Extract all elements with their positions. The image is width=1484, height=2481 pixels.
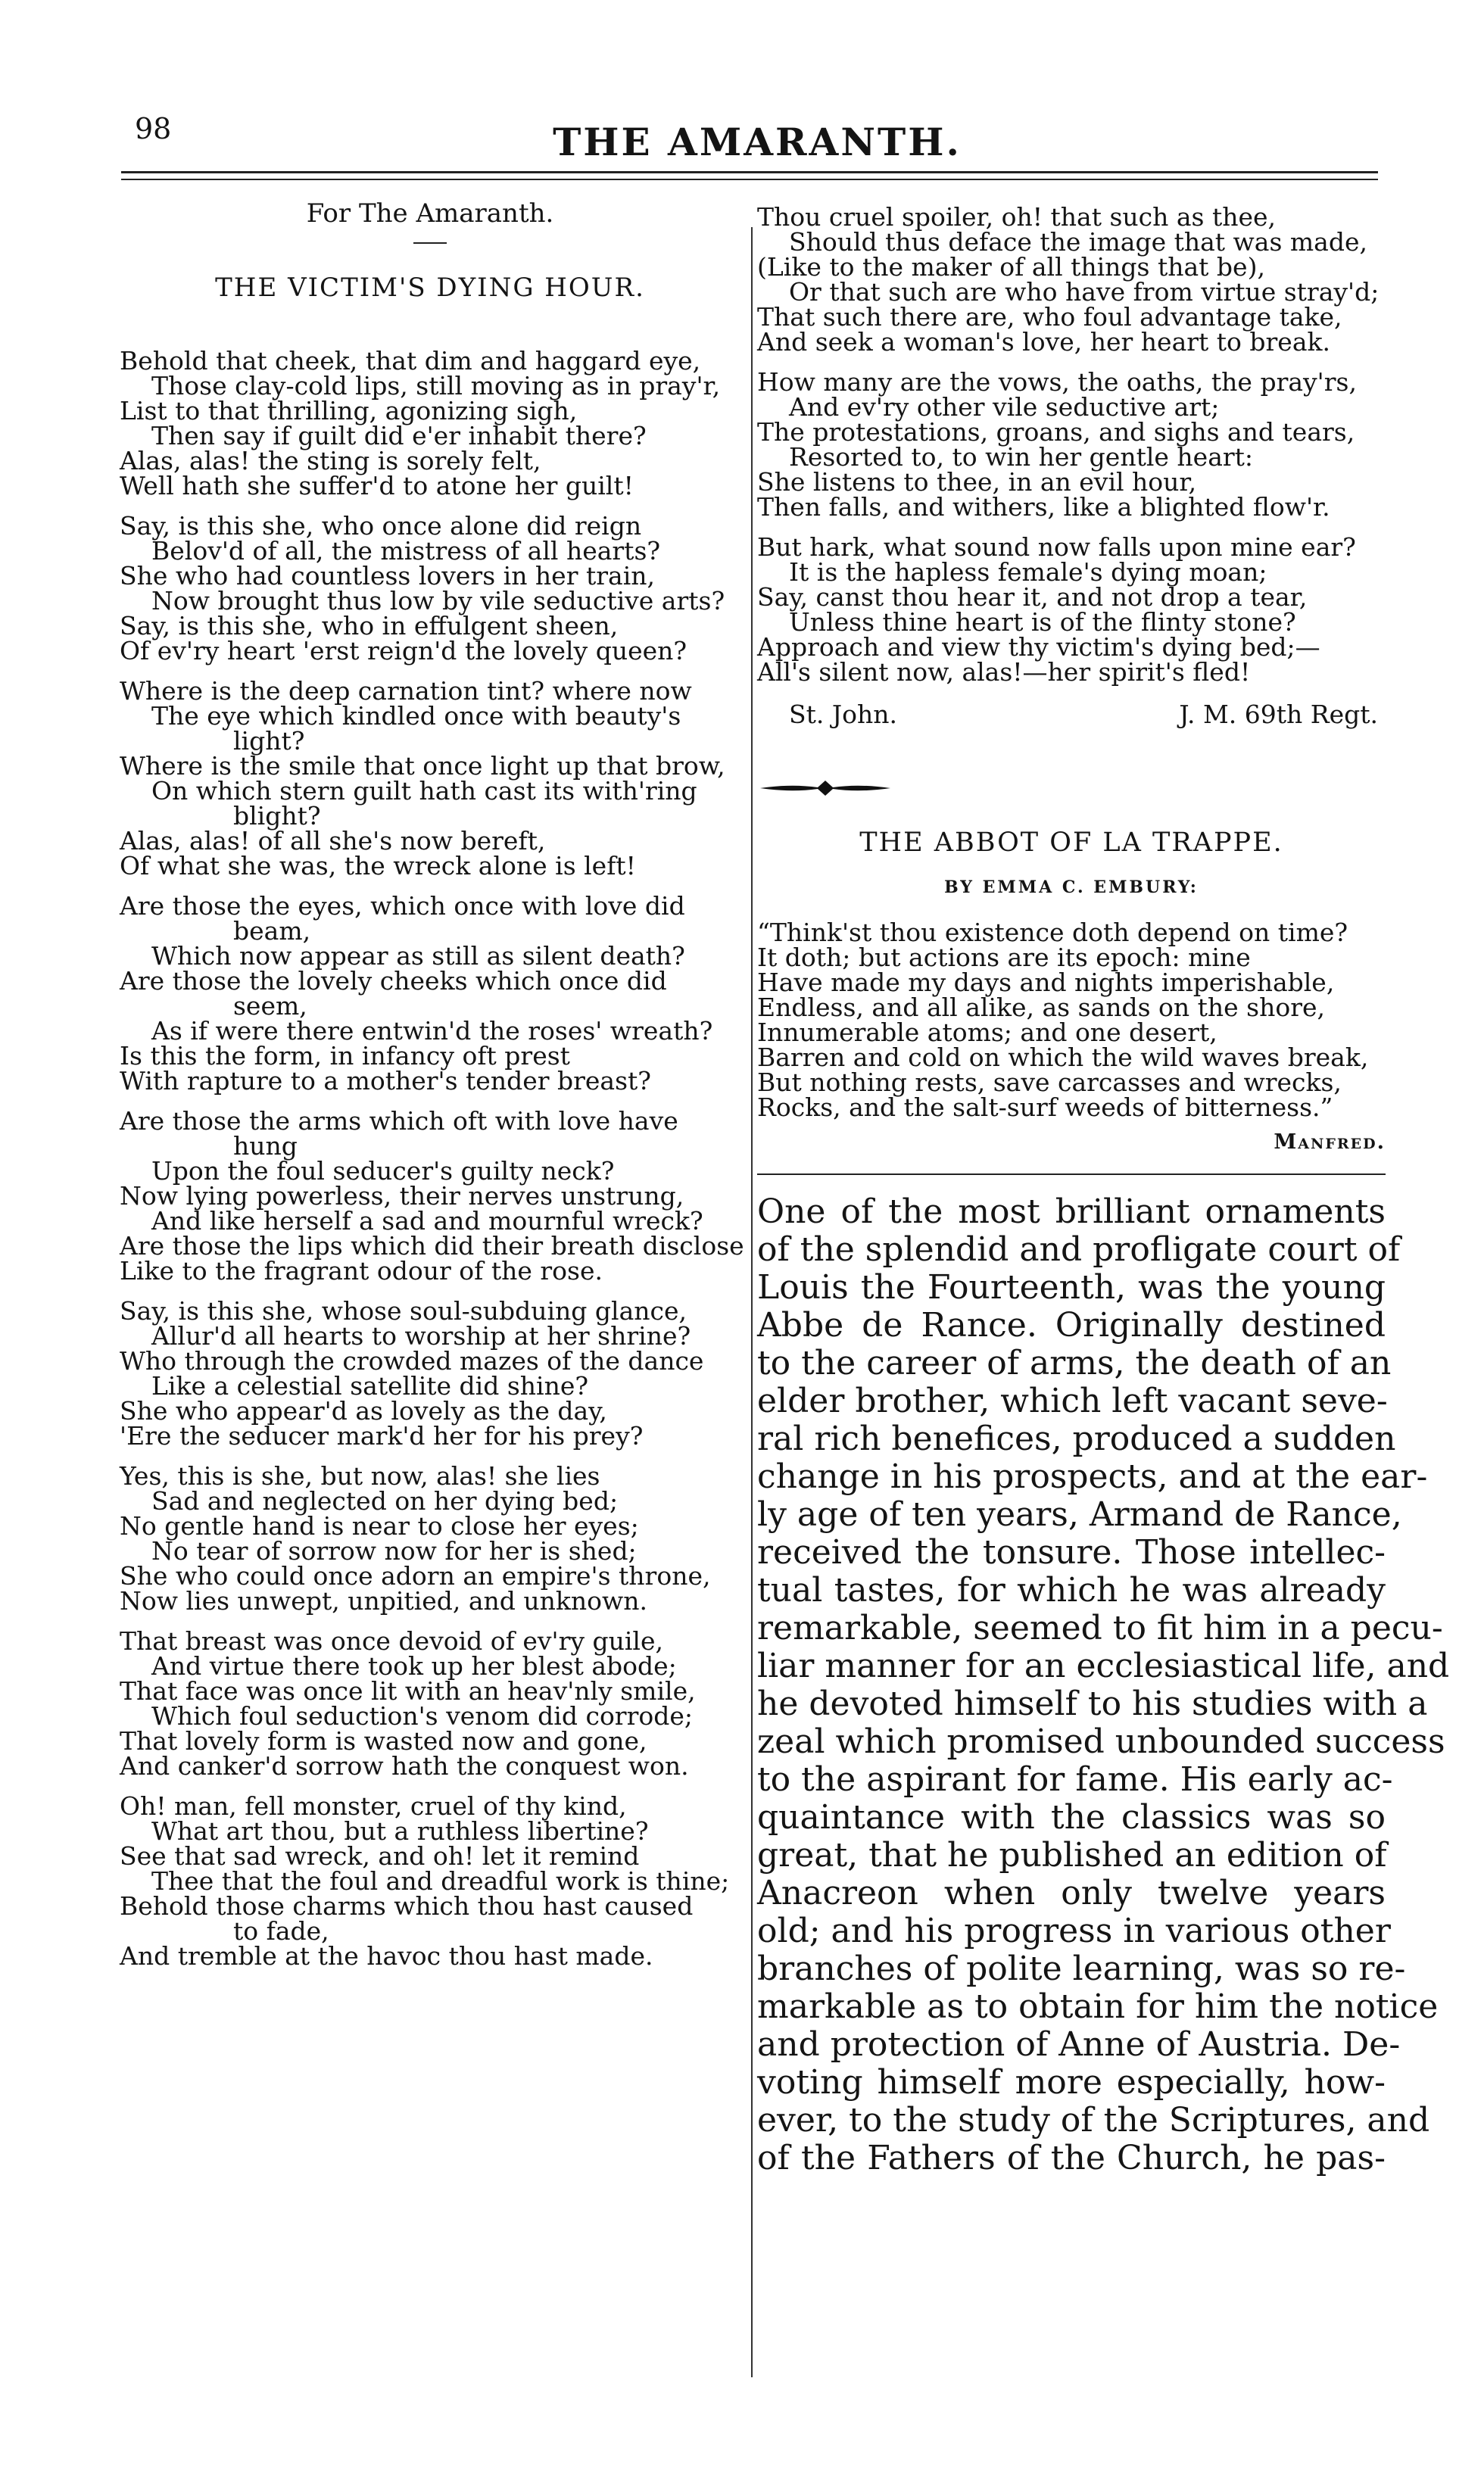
header-rule	[121, 171, 1378, 173]
poem-line: That lovely form is wasted now and gone,	[120, 1726, 647, 1756]
title-dash	[413, 242, 447, 244]
epigraph-line: Rocks, and the salt-surf weeds of bitterness.”	[757, 1092, 1333, 1122]
stanza	[120, 891, 740, 1096]
stanza	[120, 1626, 740, 1781]
prose-line: change in his prospects, and at the ear-	[757, 1457, 1428, 1496]
poem-line: Now brought thus low by vile seductive arts?	[151, 586, 725, 616]
poem-line: Where is the smile that once light up that brow,	[120, 751, 725, 781]
epigraph-line: Have made my days and nights imperishable,	[757, 968, 1335, 997]
poem-line: Resorted to, to win her gentle heart:	[789, 442, 1254, 472]
poem-line: Then say if guilt did e'er inhabit there?	[151, 421, 647, 450]
poem-body-continued	[757, 202, 1386, 687]
poem-line: light?	[233, 726, 305, 756]
poem-line: No gentle hand is near to close her eyes;	[120, 1511, 639, 1541]
prose-line: zeal which promised unbounded success	[757, 1722, 1445, 1761]
poem-line: Which foul seduction's venom did corrode;	[151, 1701, 693, 1731]
poem-title: THE VICTIM'S DYING HOUR.	[215, 273, 645, 303]
right-column	[757, 202, 1450, 2177]
stanza	[120, 676, 740, 881]
epigraph-line: Endless, and all alike, as sands on the shore,	[757, 993, 1326, 1022]
stanza	[120, 513, 740, 663]
poem-line: Approach and view thy victim's dying bed;—	[757, 632, 1320, 662]
poem-line: Are those the lovely cheeks which once did	[120, 966, 667, 996]
prose-line: tual tastes, for which he was already	[757, 1571, 1386, 1610]
poem-line: Belov'd of all, the mistress of all hearts?	[151, 536, 661, 566]
epigraph-line: “Think'st thou existence doth depend on time?	[757, 918, 1348, 947]
poem-line: It is the hapless female's dying moan;	[789, 557, 1267, 587]
signature-author: J. M. 69th Regt.	[1179, 700, 1378, 729]
poem-line: Are those the arms which oft with love have	[120, 1106, 678, 1136]
poem-line: Behold that cheek, that dim and haggard eye,	[120, 346, 701, 376]
poem-line: Say, is this she, whose soul-subduing glance,	[120, 1296, 687, 1326]
prose-line: Anacreon when only twelve years	[757, 1874, 1386, 1912]
poem-line: With rapture to a mother's tender breast?	[120, 1066, 651, 1096]
poem-line: Say, is this she, who in effulgent sheen,	[120, 611, 619, 641]
prose-line: voting himself more especially, how-	[757, 2063, 1386, 2102]
prose-line: One of the most brilliant ornaments	[757, 1192, 1386, 1231]
prose-line: to the aspirant for fame. His early ac-	[757, 1760, 1393, 1799]
poem-line: Now lying powerless, their nerves unstrung,	[120, 1181, 684, 1211]
stanza	[757, 367, 1386, 522]
page-number: 98	[135, 112, 172, 145]
poem-line: Oh! man, fell monster, cruel of thy kind,	[120, 1791, 627, 1821]
prose-line: great, that he published an edition of	[757, 1836, 1387, 1875]
epigraph	[757, 920, 1386, 1120]
prose-line: quaintance with the classics was so	[757, 1798, 1386, 1837]
poem-line: Now lies unwept, unpitied, and unknown.	[120, 1586, 647, 1616]
poem-line: 'Ere the seducer mark'd her for his prey?	[120, 1421, 644, 1451]
epigraph-line: Barren and cold on which the wild waves break,	[757, 1043, 1369, 1072]
poem-line: Are those the eyes, which once with love did	[120, 891, 685, 921]
prose-line: he devoted himself to his studies with a	[757, 1685, 1428, 1723]
poem-line: Is this the form, in infancy oft prest	[120, 1041, 570, 1071]
epigraph-line: Innumerable atoms; and one desert,	[757, 1018, 1217, 1047]
prose-line: branches of polite learning, was so re-	[757, 1950, 1406, 1988]
header-rule-lower	[121, 179, 1378, 180]
poem-line: Thou cruel spoiler, oh! that such as thee,	[757, 202, 1277, 232]
poem-line: Where is the deep carnation tint? where now	[120, 676, 692, 706]
article-byline: BY EMMA C. EMBURY:	[944, 877, 1199, 897]
poem-line: She who appear'd as lovely as the day,	[120, 1396, 607, 1426]
poem-line: As if were there entwin'd the roses' wreath?	[151, 1016, 713, 1046]
poem-line: Upon the foul seducer's guilty neck?	[151, 1156, 615, 1186]
prose-line: Louis the Fourteenth, was the young	[757, 1268, 1386, 1307]
prose-line: elder brother, which left vacant seve-	[757, 1382, 1388, 1420]
article-title: THE ABBOT OF LA TRAPPE.	[859, 828, 1283, 858]
prose-line: to the career of arms, the death of an	[757, 1344, 1392, 1382]
poem-line: No tear of sorrow now for her is shed;	[151, 1536, 637, 1566]
poem-signature	[789, 700, 1386, 729]
poem-body	[120, 346, 744, 1971]
poem-line: (Like to the maker of all things that be),	[757, 252, 1265, 282]
poem-line: And canker'd sorrow hath the conquest won.	[120, 1751, 689, 1781]
poem-line: Of what she was, the wreck alone is left!	[120, 851, 636, 881]
poem-line: Those clay-cold lips, still moving as in pray'r,	[151, 371, 721, 401]
prose-line: ral rich benefices, produced a sudden	[757, 1420, 1396, 1458]
poem-line: And ev'ry other vile seductive art;	[789, 392, 1220, 422]
poem-line: The protestations, groans, and sighs and tears,	[757, 417, 1355, 447]
poem-line: That such there are, who foul advantage take,	[757, 302, 1342, 332]
poem-line: And virtue there took up her blest abode;	[151, 1651, 677, 1681]
poem-line: And tremble at the havoc thou hast made.	[120, 1941, 653, 1971]
prose-line: and protection of Anne of Austria. De-	[757, 2025, 1401, 2064]
poem-line: Yes, this is she, but now, alas! she lies	[120, 1461, 600, 1491]
ornament-divider-icon	[757, 779, 893, 797]
poem-line: Unless thine heart is of the flinty stone?	[789, 607, 1296, 637]
poem-line: Should thus deface the image that was made,	[789, 227, 1367, 257]
poem-line: Say, canst thou hear it, and not drop a tear,	[757, 582, 1308, 612]
poem-line: Alas, alas! of all she's now bereft,	[120, 826, 546, 856]
section-dedication: For The Amaranth.	[306, 198, 554, 229]
article-body	[757, 1192, 1450, 2177]
poem-line: Like a celestial satellite did shine?	[151, 1371, 589, 1401]
stanza	[120, 1461, 740, 1616]
prose-line: of the Fathers of the Church, he pas-	[757, 2139, 1386, 2177]
poem-line: hung	[233, 1131, 298, 1161]
stanza	[120, 348, 740, 498]
poem-line: Allur'd all hearts to worship at her shrine?	[151, 1321, 691, 1351]
poem-line: to fade,	[233, 1916, 329, 1946]
prose-line: remarkable, seemed to fit him in a pecu-	[757, 1609, 1443, 1647]
epigraph-line: But nothing rests, save carcasses and wrecks,	[757, 1068, 1342, 1097]
stanza	[120, 1791, 740, 1971]
poem-line: Then falls, and withers, like a blighted flow'r.	[757, 492, 1330, 522]
poem-line: Thee that the foul and dreadful work is thine;	[151, 1866, 730, 1896]
epigraph-rule	[757, 1173, 1386, 1175]
poem-line: On which stern guilt hath cast its with'ring	[151, 776, 697, 806]
poem-line: blight?	[233, 801, 321, 831]
poem-line: seem,	[233, 991, 307, 1021]
prose-line: ever, to the study of the Scriptures, and	[757, 2101, 1430, 2140]
poem-line: What art thou, but a ruthless libertine?	[151, 1816, 649, 1846]
poem-line: She who had countless lovers in her train,	[120, 561, 655, 591]
poem-line: And seek a woman's love, her heart to break.	[757, 327, 1330, 357]
poem-line: But hark, what sound now falls upon mine ear?	[757, 532, 1356, 562]
signature-place: St. John.	[789, 700, 897, 729]
prose-line: markable as to obtain for him the notice	[757, 1987, 1439, 2026]
stanza	[757, 532, 1386, 687]
prose-line: liar manner for an ecclesiastical life, and	[757, 1647, 1450, 1685]
prose-line: ly age of ten years, Armand de Rance,	[757, 1495, 1402, 1534]
stanza	[757, 202, 1386, 357]
poem-line: All's silent now, alas!—her spirit's fled!	[757, 657, 1251, 687]
poem-line: That face was once lit with an heav'nly smile,	[120, 1676, 696, 1706]
poem-line: The eye which kindled once with beauty's	[151, 701, 681, 731]
poem-line: And like herself a sad and mournful wreck?	[151, 1206, 703, 1236]
epigraph-attribution: Manfred.	[1274, 1130, 1386, 1154]
poem-line: Behold those charms which thou hast caused	[120, 1891, 694, 1921]
poem-line: How many are the vows, the oaths, the pray'rs,	[757, 367, 1357, 397]
poem-line: Alas, alas! the sting is sorely felt,	[120, 446, 541, 475]
running-head: THE AMARANTH.	[553, 120, 962, 164]
prose-line: Abbe de Rance. Originally destined	[757, 1306, 1386, 1345]
poem-line: beam,	[233, 916, 311, 946]
prose-line: received the tonsure. Those intellec-	[757, 1533, 1386, 1572]
stanza	[120, 1296, 740, 1451]
left-column	[120, 198, 744, 1984]
poem-line: List to that thrilling, agonizing sigh,	[120, 396, 578, 425]
poem-line: Are those the lips which did their breath disclose	[120, 1231, 744, 1261]
poem-line: Like to the fragrant odour of the rose.	[120, 1256, 603, 1286]
poem-line: Well hath she suffer'd to atone her guilt!	[120, 471, 634, 500]
poem-line: Say, is this she, who once alone did reign	[120, 511, 642, 541]
poem-line: She who could once adorn an empire's throne,	[120, 1561, 711, 1591]
poem-line: See that sad wreck, and oh! let it remind	[120, 1841, 640, 1871]
column-divider	[751, 227, 753, 2377]
poem-line: She listens to thee, in an evil hour,	[757, 467, 1197, 497]
poem-line: Or that such are who have from virtue stray'd;	[789, 277, 1380, 307]
prose-line: of the splendid and profligate court of	[757, 1230, 1401, 1269]
poem-line: Who through the crowded mazes of the dance	[120, 1346, 704, 1376]
epigraph-line: It doth; but actions are its epoch: mine	[757, 943, 1251, 972]
stanza	[120, 1106, 744, 1286]
poem-line: That breast was once devoid of ev'ry guile,	[120, 1626, 664, 1656]
poem-line: Sad and neglected on her dying bed;	[151, 1486, 619, 1516]
prose-line: old; and his progress in various other	[757, 1912, 1391, 1950]
poem-line: Of ev'ry heart 'erst reign'd the lovely queen?	[120, 636, 687, 665]
poem-line: Which now appear as still as silent death?	[151, 941, 685, 971]
